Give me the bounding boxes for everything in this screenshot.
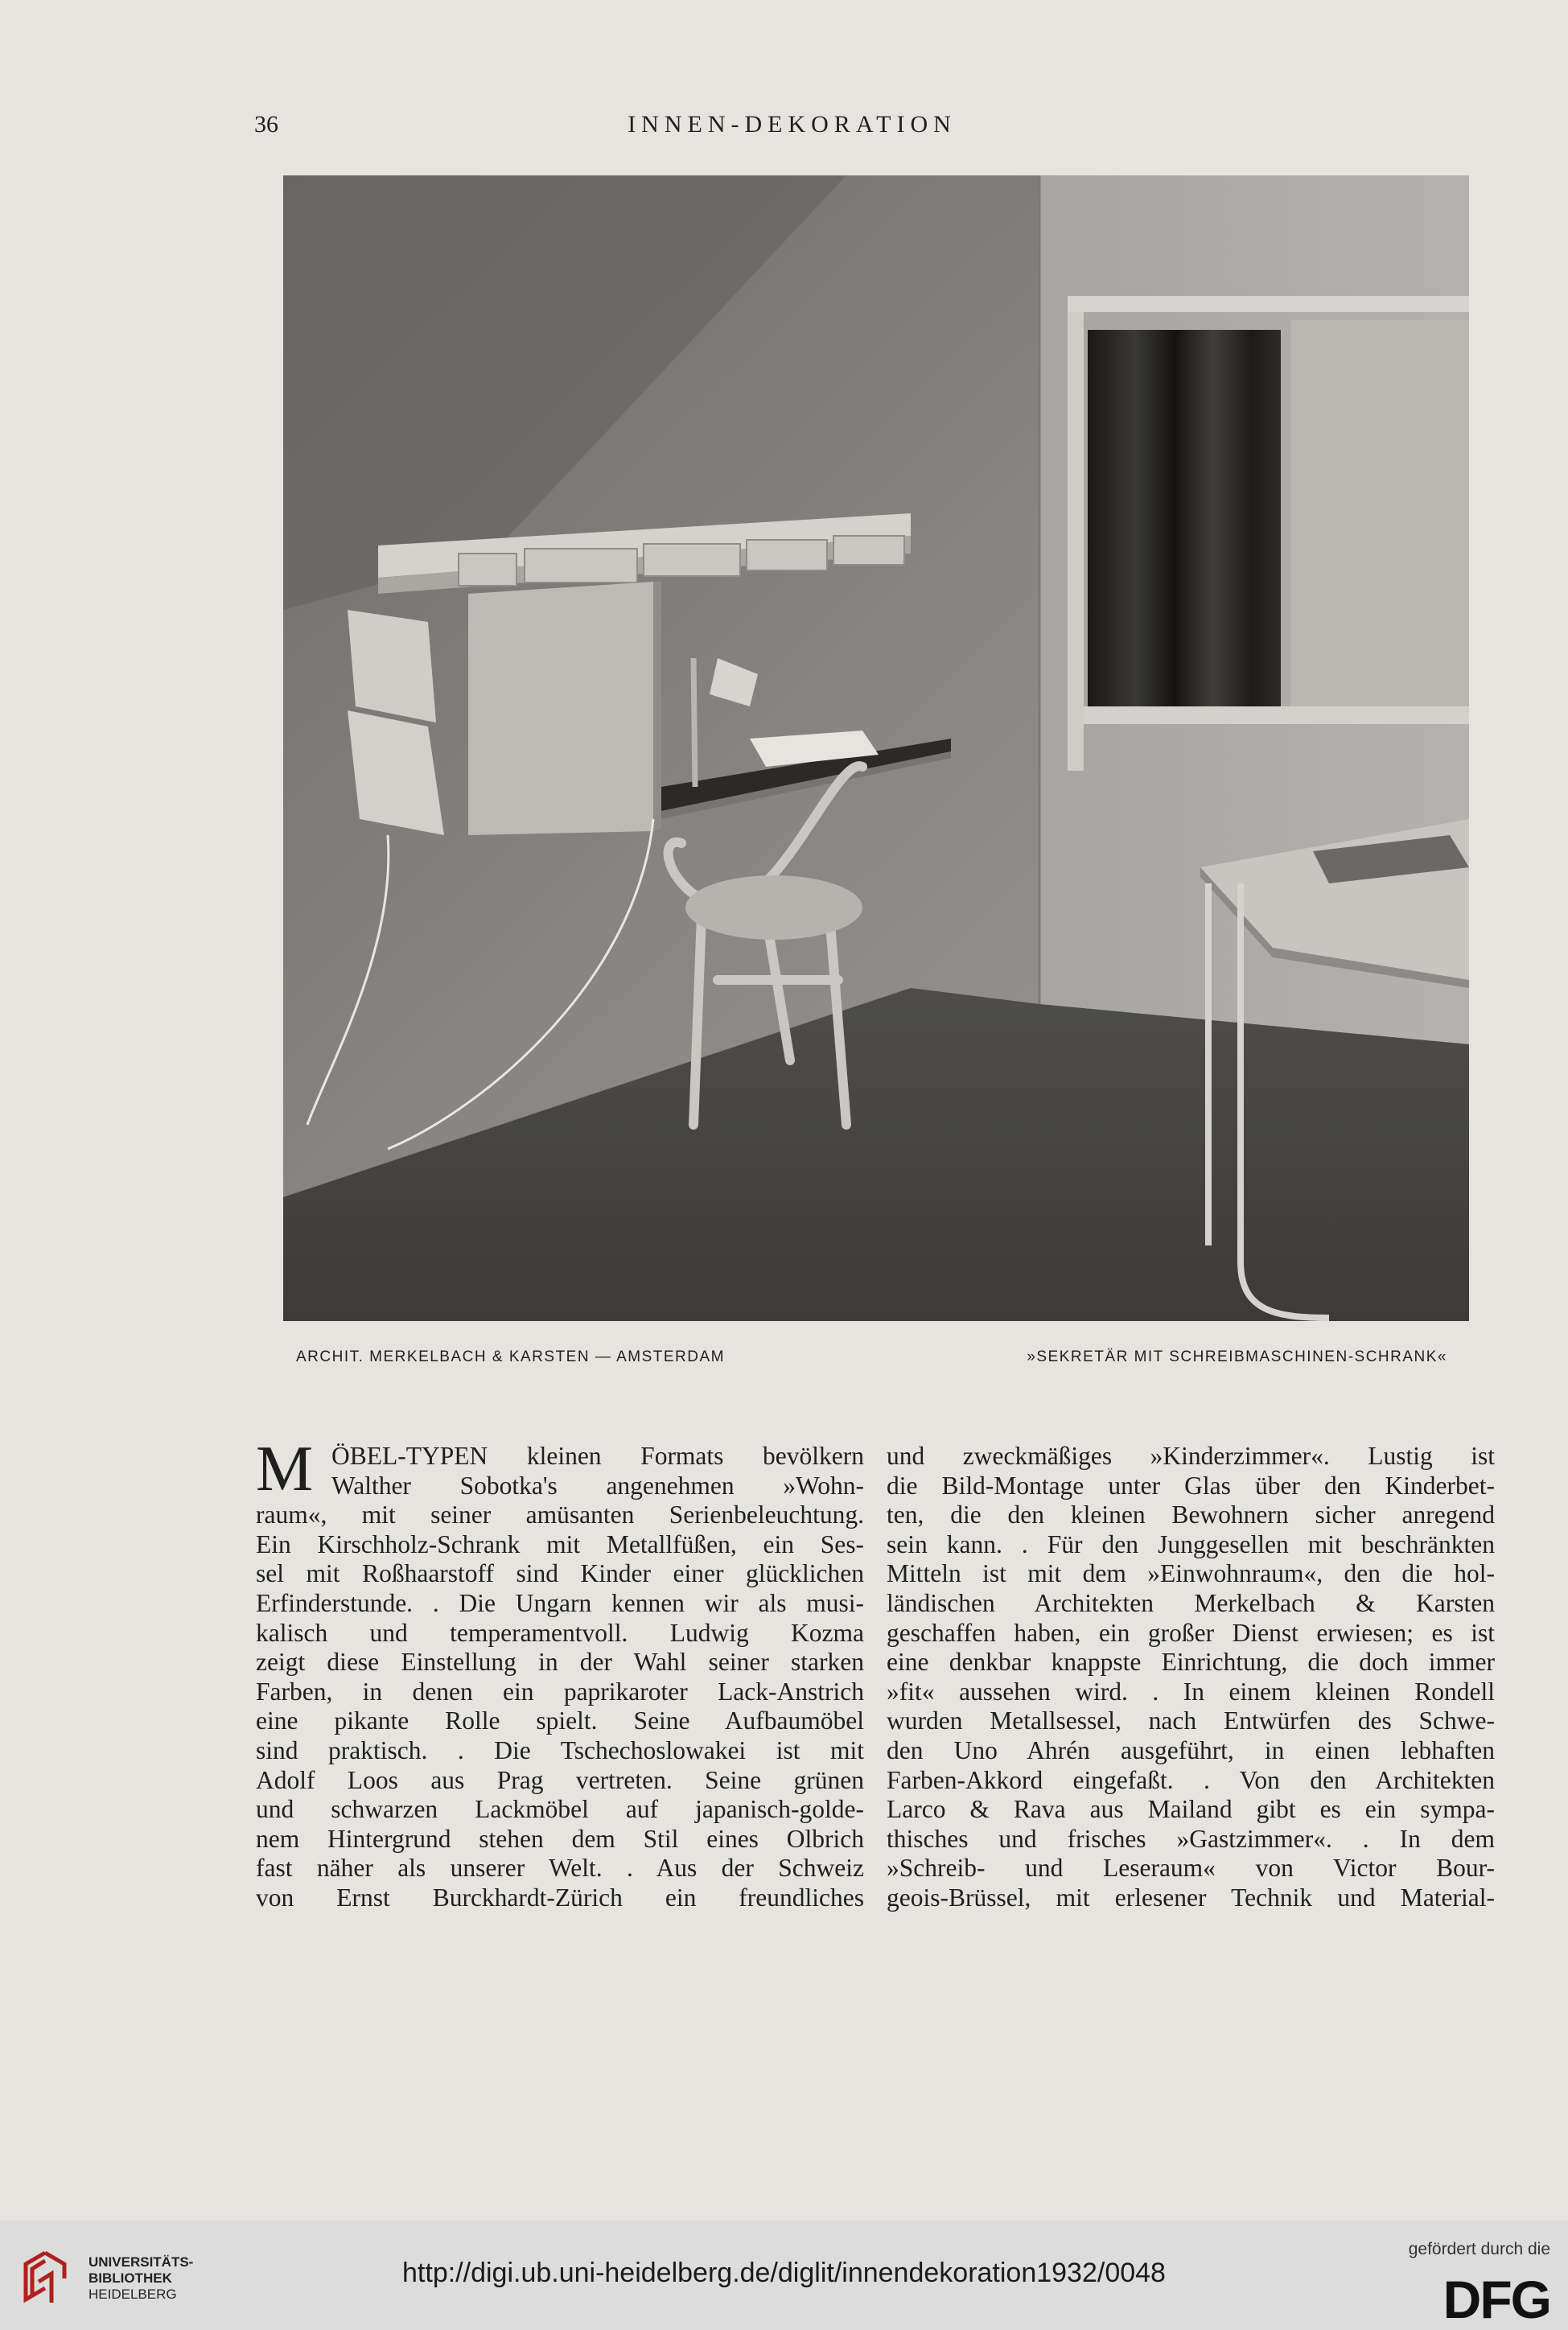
text-line: Mitteln ist mit dem »Einwohnraum«, den die hol- [887, 1559, 1495, 1588]
text-line: thisches und frisches »Gastzimmer«. . In dem [887, 1824, 1495, 1853]
text-line: geschaffen haben, ein großer Dienst erwiesen; es ist [887, 1618, 1495, 1647]
text-line: ten, die den kleinen Bewohnern sicher anregend [887, 1501, 1495, 1529]
text-line: Farben, in denen ein paprikaroter Lack-Anstrich [256, 1677, 864, 1706]
text-line: »fit« aussehen wird. . In einem kleinen Rondell [887, 1677, 1495, 1706]
text-line: Ein Kirschholz-Schrank mit Metallfüßen, ein Ses- [256, 1529, 864, 1558]
library-line: HEIDELBERG [88, 2287, 177, 2302]
text-line: Adolf Loos aus Prag vertreten. Seine grünen [256, 1765, 864, 1794]
text-line: sel mit Roßhaarstoff sind Kinder einer glücklichen [256, 1559, 864, 1588]
library-line: UNIVERSITÄTS- [88, 2254, 194, 2270]
library-line: BIBLIOTHEK [88, 2270, 172, 2286]
text-line: Erfinderstunde. . Die Ungarn kennen wir als musi- [256, 1588, 864, 1617]
article-column-right [887, 1442, 1495, 1913]
running-title: INNEN-DEKORATION [628, 111, 957, 138]
text-line: Walther Sobotka's angenehmen »Wohn- [331, 1471, 864, 1500]
text-line: ÖBEL-TYPEN kleinen Formats bevölkern [331, 1442, 864, 1470]
text-line: die Bild-Montage unter Glas über den Kinderbet- [887, 1471, 1495, 1500]
text-line: Farben-Akkord eingefaßt. . Von den Architekten [887, 1765, 1495, 1794]
text-line: kalisch und temperamentvoll. Ludwig Kozma [256, 1618, 864, 1647]
dfg-logo[interactable]: DFG [1442, 2270, 1550, 2329]
drop-cap: M [256, 1434, 314, 1505]
text-line: fast näher als unserer Welt. . Aus der Schweiz [256, 1854, 864, 1883]
article-column-left [256, 1434, 864, 1913]
text-line: den Uno Ahrén ausgeführt, in einen lebhaften [887, 1735, 1495, 1764]
text-line: sind praktisch. . Die Tschechoslowakei ist mit [256, 1735, 864, 1764]
text-line: raum«, mit seiner amüsanten Serienbeleuchtung. [256, 1501, 864, 1529]
text-line: eine pikante Rolle spielt. Seine Aufbaumöbel [256, 1706, 864, 1735]
digitization-footer [0, 2221, 1568, 2330]
text-line: sein kann. . Für den Junggesellen mit beschränkten [887, 1529, 1495, 1558]
source-url-link[interactable]: http://digi.ub.uni-heidelberg.de/diglit/innendekoration1932/0048 [402, 2258, 1166, 2288]
text-line: nem Hintergrund stehen dem Stil eines Olbrich [256, 1824, 864, 1853]
text-line: wurden Metallsessel, nach Entwürfen des Schwe- [887, 1706, 1495, 1735]
text-line: eine denkbar knappste Einrichtung, die doch immer [887, 1648, 1495, 1677]
funding-note: gefördert durch die [1408, 2240, 1550, 2258]
text-line: und schwarzen Lackmöbel auf japanisch-golde- [256, 1795, 864, 1824]
text-line: ländischen Architekten Merkelbach & Karsten [887, 1588, 1495, 1617]
text-line: »Schreib- und Leseraum« von Victor Bour- [887, 1854, 1495, 1883]
text-line: und zweckmäßiges »Kinderzimmer«. Lustig ist [887, 1442, 1495, 1470]
text-line: von Ernst Burckhardt-Zürich ein freundliches [256, 1883, 864, 1912]
interior-photograph [283, 175, 1469, 1321]
text-line: geois-Brüssel, mit erlesener Technik und Material- [887, 1883, 1495, 1912]
text-line: Larco & Rava aus Mailand gibt es ein sympa- [887, 1795, 1495, 1824]
page-number: 36 [254, 111, 278, 138]
text-line: zeigt diese Einstellung in der Wahl seiner starken [256, 1648, 864, 1677]
photo-caption-title: »SEKRETÄR MIT SCHREIBMASCHINEN-SCHRANK« [1027, 1348, 1447, 1365]
photo-caption-architect: ARCHIT. MERKELBACH & KARSTEN — AMSTERDAM [296, 1348, 725, 1365]
